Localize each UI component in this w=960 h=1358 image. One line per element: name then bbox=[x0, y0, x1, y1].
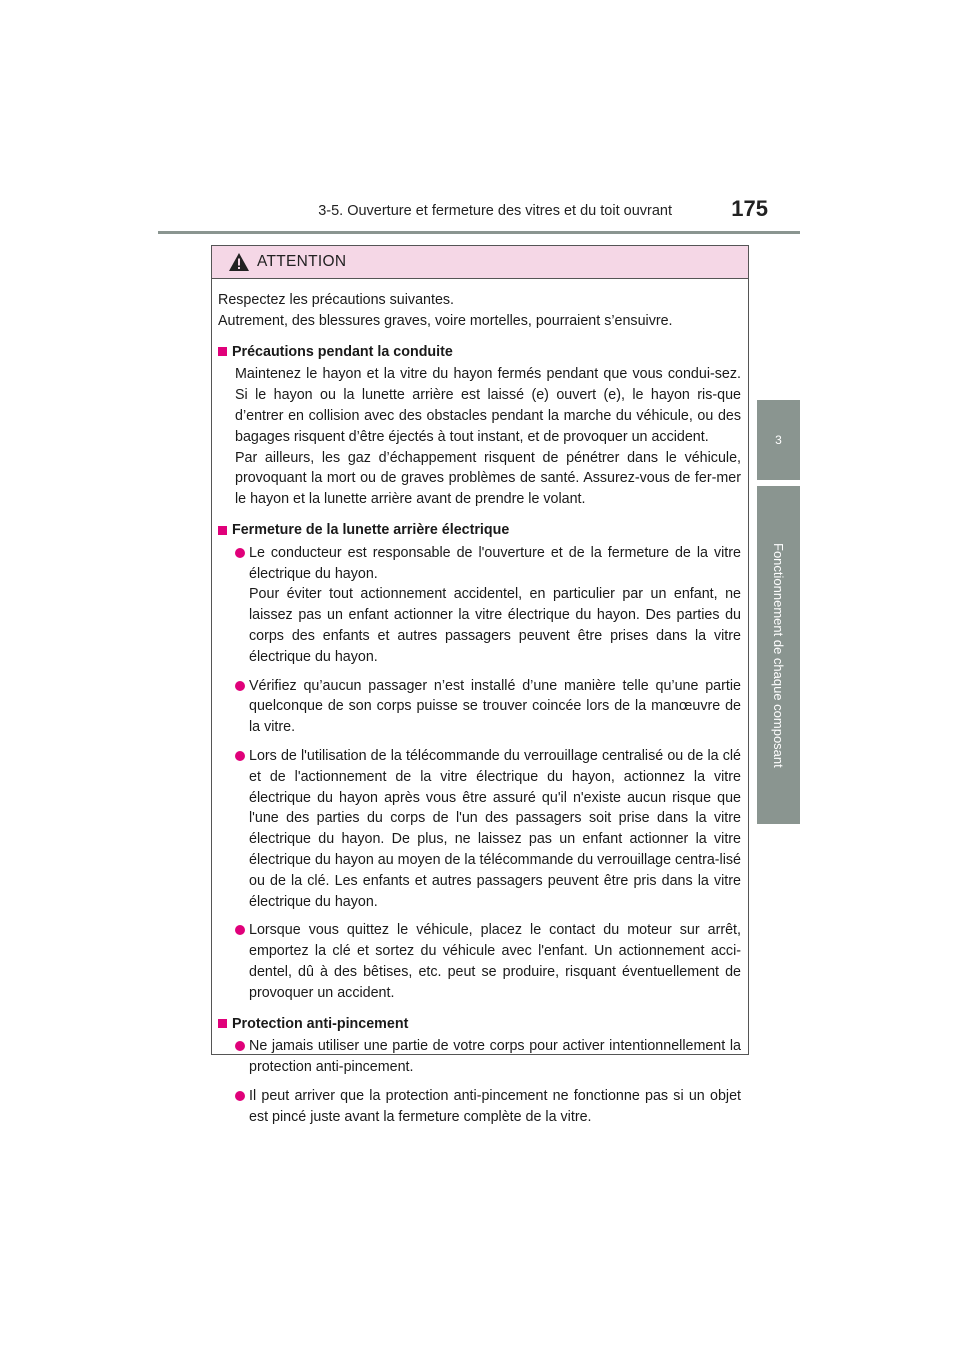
warning-body bbox=[212, 279, 748, 1127]
page-number: 175 bbox=[731, 196, 768, 221]
list-item bbox=[235, 676, 741, 738]
warning-title: ATTENTION bbox=[257, 253, 347, 270]
round-bullet-icon bbox=[235, 548, 245, 558]
list-item-text: Le conducteur est responsable de l'ouverture et de la fermeture de la vitre électrique du hayon. bbox=[249, 544, 741, 582]
paragraph: Par ailleurs, les gaz d’échappement risquent de pénétrer dans le véhicule, provoquant la mort ou de graves problèmes de santé. Assurez-vous de fer-mer le hayon et la lunette arrière avant de prendre le volant. bbox=[235, 449, 741, 508]
list-item bbox=[235, 1036, 741, 1078]
intro-line: Autrement, des blessures graves, voire mortelles, pourraient s’ensuivre. bbox=[218, 312, 673, 329]
section-anti-pinch bbox=[218, 1014, 741, 1128]
section-title bbox=[218, 520, 741, 541]
list-item-text: Pour éviter tout actionnement accidentel, en particulier par un enfant, ne laissez pas un enfant actionner la vitre électrique du hayon. Des parties du corps des enfants et autres passagers peuvent être prises dans la vitre électrique du hayon. bbox=[249, 586, 741, 665]
round-bullet-icon bbox=[235, 681, 245, 691]
list-item bbox=[235, 1086, 741, 1128]
list-item-text: Il peut arriver que la protection anti-pincement ne fonctionne pas si un objet est pincé juste avant la fermeture complète de la vitre. bbox=[249, 1087, 741, 1125]
round-bullet-icon bbox=[235, 1041, 245, 1051]
section-title-text: Protection anti-pincement bbox=[232, 1015, 409, 1032]
list-item-text: Lors de l'utilisation de la télécommande du verrouillage centralisé ou de la clé et de l'actionnement de la vitre électrique du hayon, actionnez la vitre électrique du hayon après vous être assuré qu'il n'existe aucun risque que l'une des parties du corps de l'un des passagers soit prise dans la vitre électrique du hayon. De plus, ne laissez pas un enfant actionner la vitre électrique du hayon au moyen de la télécommande du verrouillage centra-lisé ou de la clé. Les enfants et autres passagers peuvent être pris dans la vitre électrique du hayon. bbox=[249, 747, 741, 910]
list-item-text: Lorsque vous quittez le véhicule, placez le contact du moteur sur arrêt, emportez la clé et sortez du véhicule avec l'enfant. Un actionnement acci-dentel, dû à des bêtises, etc. peut se produire, risquant éventuellement de provoquer un accident. bbox=[249, 922, 741, 1001]
list-item-text: Ne jamais utiliser une partie de votre corps pour activer intentionnellement la protection anti-pincement. bbox=[249, 1038, 741, 1076]
warning-box bbox=[211, 245, 749, 1125]
round-bullet-icon bbox=[235, 925, 245, 935]
chapter-tab-title: Fonctionnement de chaque composant bbox=[771, 542, 786, 768]
chapter-tab-number: 3 bbox=[757, 400, 800, 480]
square-bullet-icon bbox=[218, 526, 227, 535]
list-item bbox=[235, 920, 741, 1003]
square-bullet-icon bbox=[218, 1019, 227, 1028]
section-title-text: Précautions pendant la conduite bbox=[232, 343, 453, 360]
chapter-tab bbox=[757, 486, 800, 824]
section-title bbox=[218, 342, 741, 363]
list-item bbox=[235, 543, 741, 668]
round-bullet-icon bbox=[235, 751, 245, 761]
section-title-text: Fermeture de la lunette arrière électrique bbox=[232, 521, 510, 538]
warning-triangle-icon bbox=[228, 252, 250, 272]
round-bullet-icon bbox=[235, 1091, 245, 1101]
intro-line: Respectez les précautions suivantes. bbox=[218, 292, 455, 308]
list-item bbox=[235, 746, 741, 912]
section-title bbox=[218, 1014, 741, 1035]
warning-header bbox=[212, 246, 748, 279]
square-bullet-icon bbox=[218, 347, 227, 356]
section-rear-window-closing bbox=[218, 520, 741, 1004]
header-divider bbox=[158, 231, 800, 234]
section-header: 3-5. Ouverture et fermeture des vitres et du toit ouvrant bbox=[318, 203, 672, 219]
paragraph: Maintenez le hayon et la vitre du hayon fermés pendant que vous condui-sez. Si le hayon ou la lunette arrière est laissé (e) ouvert (e), le hayon ris-que d’entrer en collision avec des obstacles pendant la marche du véhicule, ou des bagages risquent d’être éjectés à tout instant, et de provoquer un accident. bbox=[235, 366, 741, 445]
section-driving-precautions bbox=[218, 342, 741, 510]
list-item-text: Vérifiez qu’aucun passager n’est installé d’une manière telle qu’une partie quelconque de son corps puisse se trouver coincée lors de la manœuvre de la vitre. bbox=[249, 677, 741, 736]
